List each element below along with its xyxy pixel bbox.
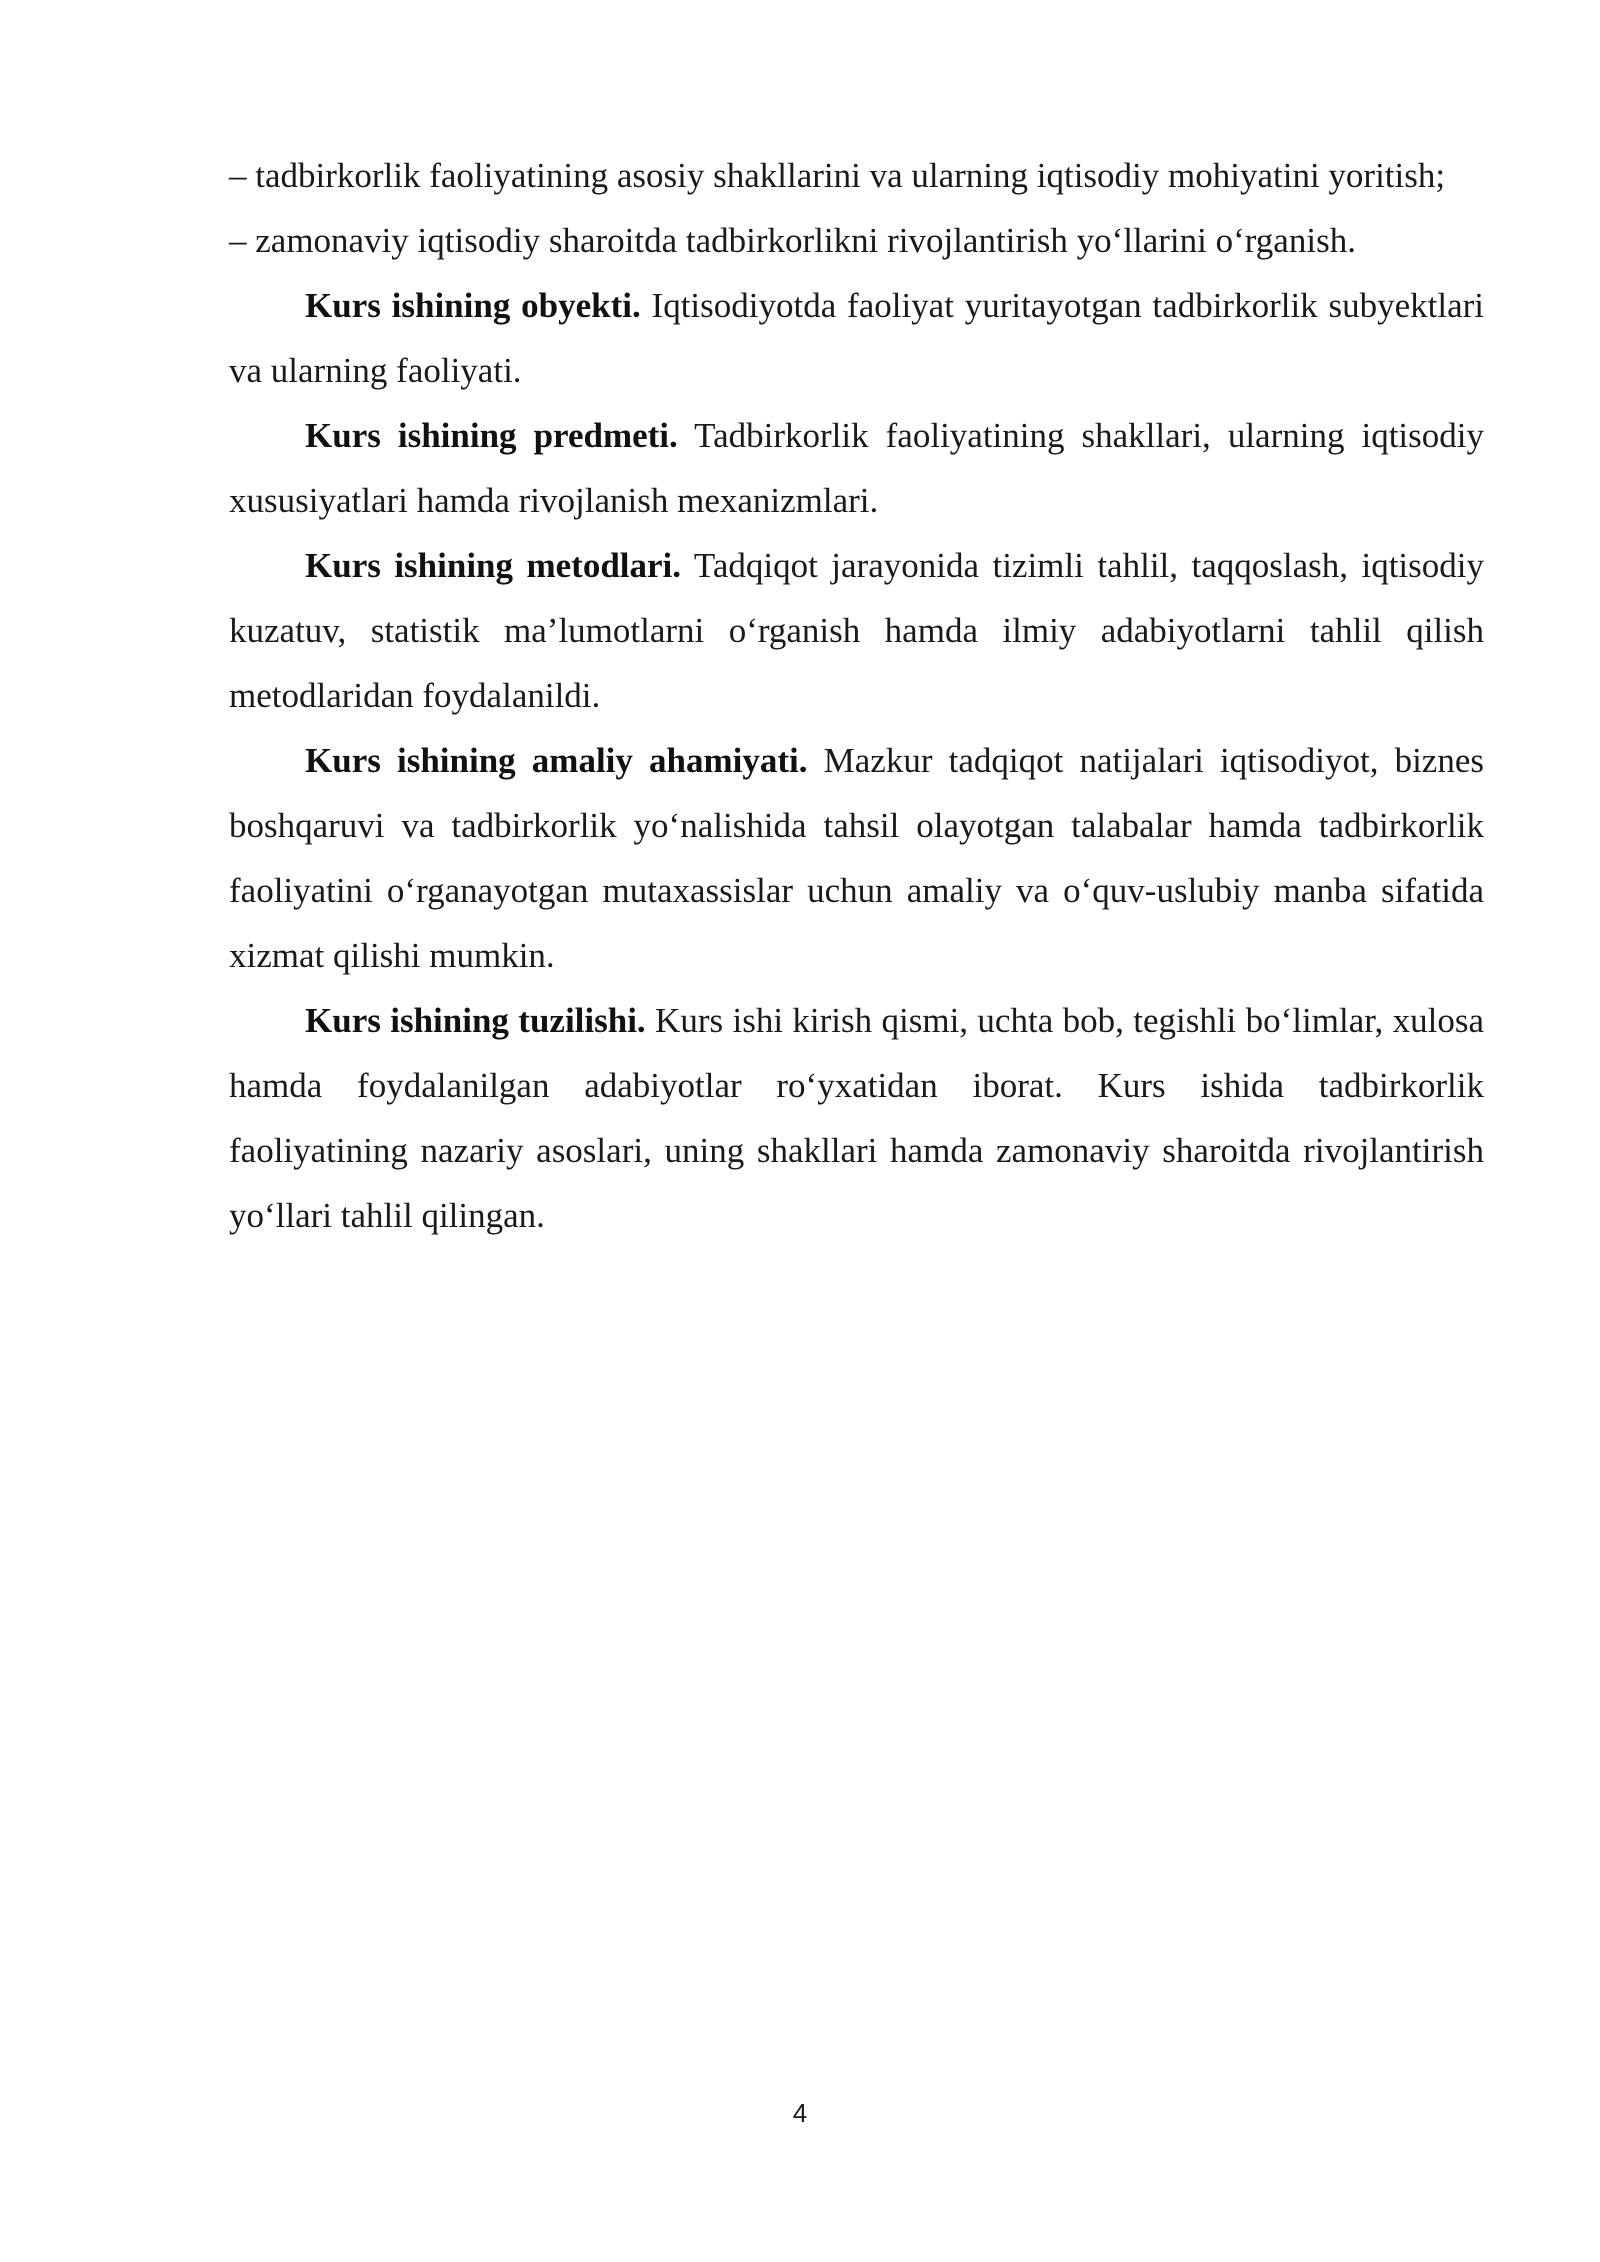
paragraph-object: [229, 273, 1484, 403]
paragraph-subject-label: Kurs ishining predmeti.: [305, 416, 678, 455]
paragraph-structure-text: Kurs ishi kirish qismi, uchta bob, tegishli bo‘limlar, xulosa hamda foydalanilgan adabiyotlar ro‘yxatidan iborat. Kurs ishida tadbirkorlik faoliyatining nazariy asoslari, uning shakllari hamda zamonaviy sharoitda rivojlantirish yo‘llari tahlil qilingan.: [229, 1001, 1484, 1235]
paragraph-methods-text: Tadqiqot jarayonida tizimli tahlil, taqqoslash, iqtisodiy kuzatuv, statistik ma’lumotlarni o‘rganish hamda ilmiy adabiyotlarni tahlil qilish metodlaridan foydalanildi.: [229, 546, 1484, 715]
paragraph-methods-label: Kurs ishining metodlari.: [305, 546, 682, 585]
paragraph-subject: [229, 403, 1484, 533]
list-item-objective-1: – tadbirkorlik faoliyatining asosiy shakllarini va ularning iqtisodiy mohiyatini yoritish;: [229, 156, 1446, 195]
paragraph-methods: [229, 533, 1484, 728]
list-item-objective-2: – zamonaviy iqtisodiy sharoitda tadbirkorlikni rivojlantirish yo‘llarini o‘rganish.: [229, 221, 1356, 260]
paragraph-practical-significance-label: Kurs ishining amaliy ahamiyati.: [305, 741, 808, 780]
paragraph-object-label: Kurs ishining obyekti.: [305, 286, 641, 325]
paragraph-practical-significance: [229, 728, 1484, 988]
paragraph-structure-label: Kurs ishining tuzilishi.: [305, 1001, 646, 1040]
page-body: [229, 143, 1484, 1248]
paragraph-subject-text: Tadbirkorlik faoliyatining shakllari, ularning iqtisodiy xususiyatlari hamda rivojlanish mexanizmlari.: [229, 416, 1484, 520]
paragraph-structure: [229, 988, 1484, 1248]
page-number: 4: [792, 2098, 808, 2128]
paragraph-object-text: Iqtisodiyotda faoliyat yuritayotgan tadbirkorlik subyektlari va ularning faoliyati.: [229, 286, 1484, 390]
paragraph-practical-significance-text: Mazkur tadqiqot natijalari iqtisodiyot, biznes boshqaruvi va tadbirkorlik yo‘nalishida tahsil olayotgan talabalar hamda tadbirkorlik faoliyatini o‘rganayotgan mutaxassislar uchun amaliy va o‘quv-uslubiy manba sifatida xizmat qilishi mumkin.: [229, 741, 1484, 975]
